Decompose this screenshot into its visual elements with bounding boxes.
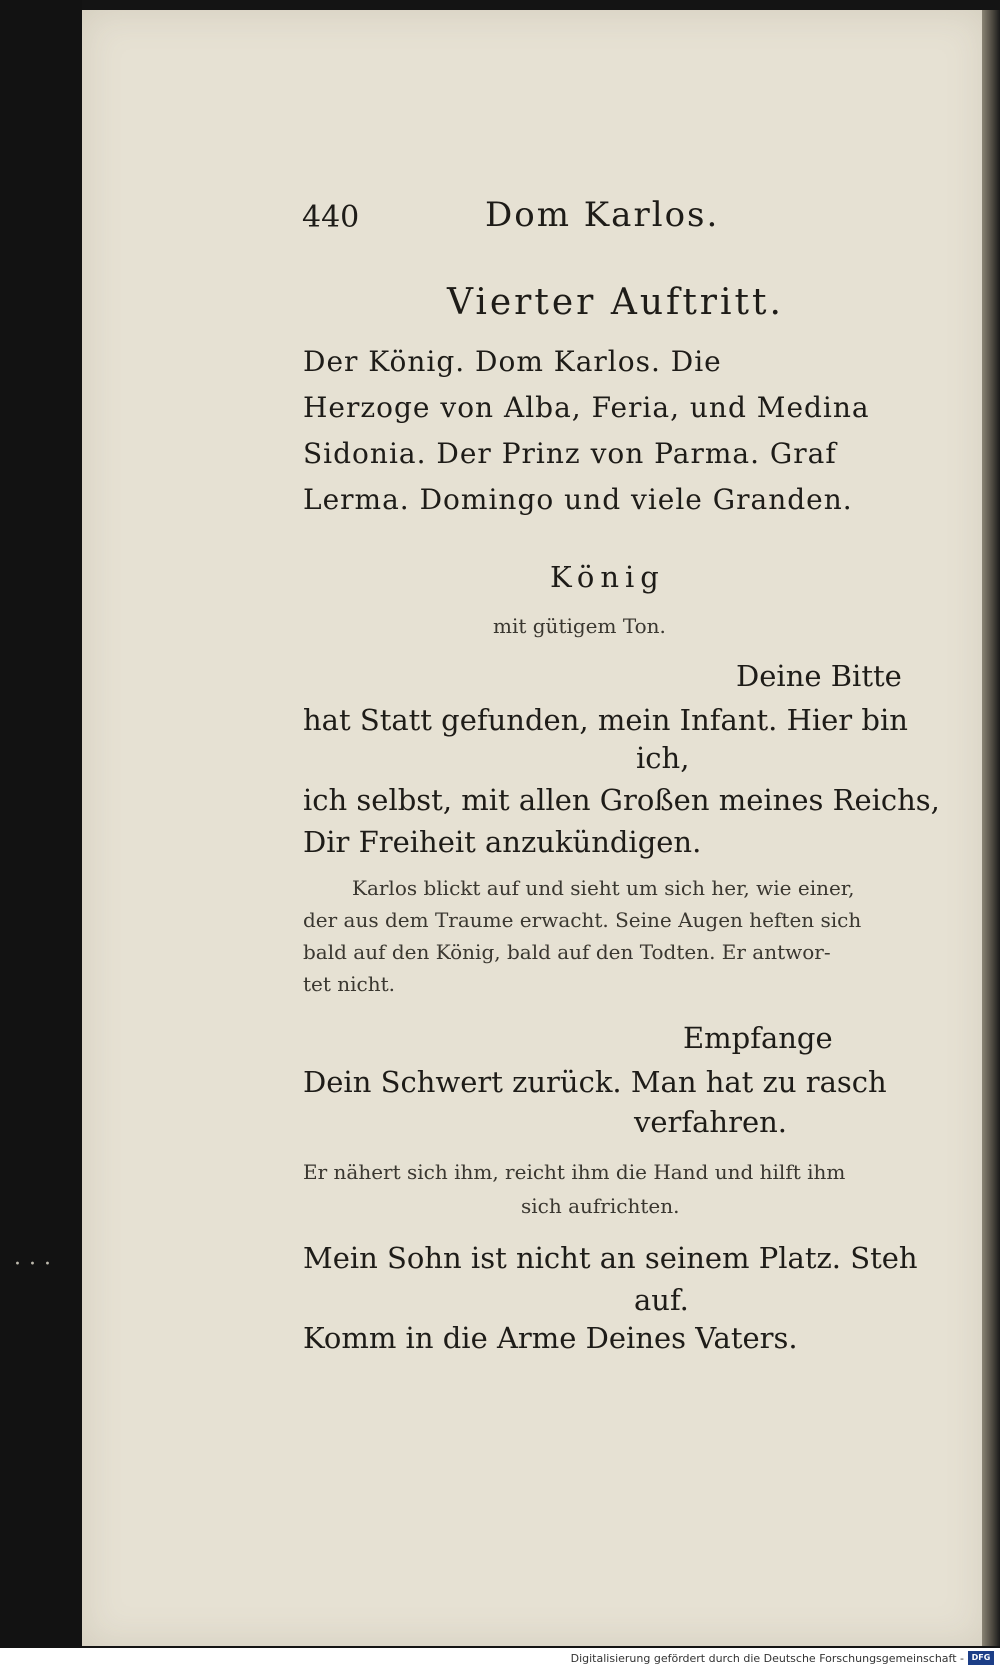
verse-line: Dir Freiheit anzukündigen. — [303, 825, 702, 859]
stage-direction-line: tet nicht. — [303, 972, 396, 996]
verse-line: ich selbst, mit allen Großen meines Reichs, — [303, 783, 940, 817]
cast-line: Herzoge von Alba, Feria, und Medina — [303, 391, 870, 424]
cast-line: Lerma. Domingo und viele Granden. — [303, 483, 853, 516]
verse-line: Deine Bitte — [736, 659, 902, 693]
verse-line: verfahren. — [634, 1105, 788, 1139]
verse-line: auf. — [634, 1283, 689, 1317]
stage-direction-line: sich aufrichten. — [521, 1194, 680, 1218]
stage-direction-line: Karlos blickt auf und sieht um sich her, wie einer, — [352, 876, 855, 900]
verse-line: Mein Sohn ist nicht an seinem Platz. Steh — [303, 1241, 918, 1275]
speaker-name: König — [550, 560, 665, 594]
stage-direction-line: der aus dem Traume erwacht. Seine Augen heften sich — [303, 908, 862, 932]
verse-line: ich, — [636, 741, 690, 775]
verse-line: Empfange — [683, 1021, 833, 1055]
margin-dots: ··· — [14, 1252, 59, 1277]
footer-credit: Digitalisierung gefördert durch die Deutsche Forschungsgemeinschaft - — [570, 1652, 964, 1665]
page-edge — [982, 10, 1000, 1646]
stage-direction-line: Er nähert sich ihm, reicht ihm die Hand und hilft ihm — [303, 1160, 846, 1184]
footer-bar — [0, 1648, 1000, 1670]
verse-line: Dein Schwert zurück. Man hat zu rasch — [303, 1065, 887, 1099]
cast-line: Der König. Dom Karlos. Die — [303, 345, 722, 378]
cast-line: Sidonia. Der Prinz von Parma. Graf — [303, 437, 837, 470]
verse-line: hat Statt gefunden, mein Infant. Hier bin — [303, 703, 908, 737]
scan-left-margin — [0, 0, 82, 1670]
stage-direction-line: bald auf den König, bald auf den Todten. Er antwor- — [303, 940, 831, 964]
running-head: Dom Karlos. — [485, 195, 720, 235]
verse-line: Komm in die Arme Deines Vaters. — [303, 1321, 798, 1355]
page-number: 440 — [302, 200, 360, 235]
scene-title: Vierter Auftritt. — [447, 282, 784, 323]
dfg-logo: DFG — [968, 1651, 994, 1665]
speaker-direction: mit gütigem Ton. — [493, 614, 666, 638]
